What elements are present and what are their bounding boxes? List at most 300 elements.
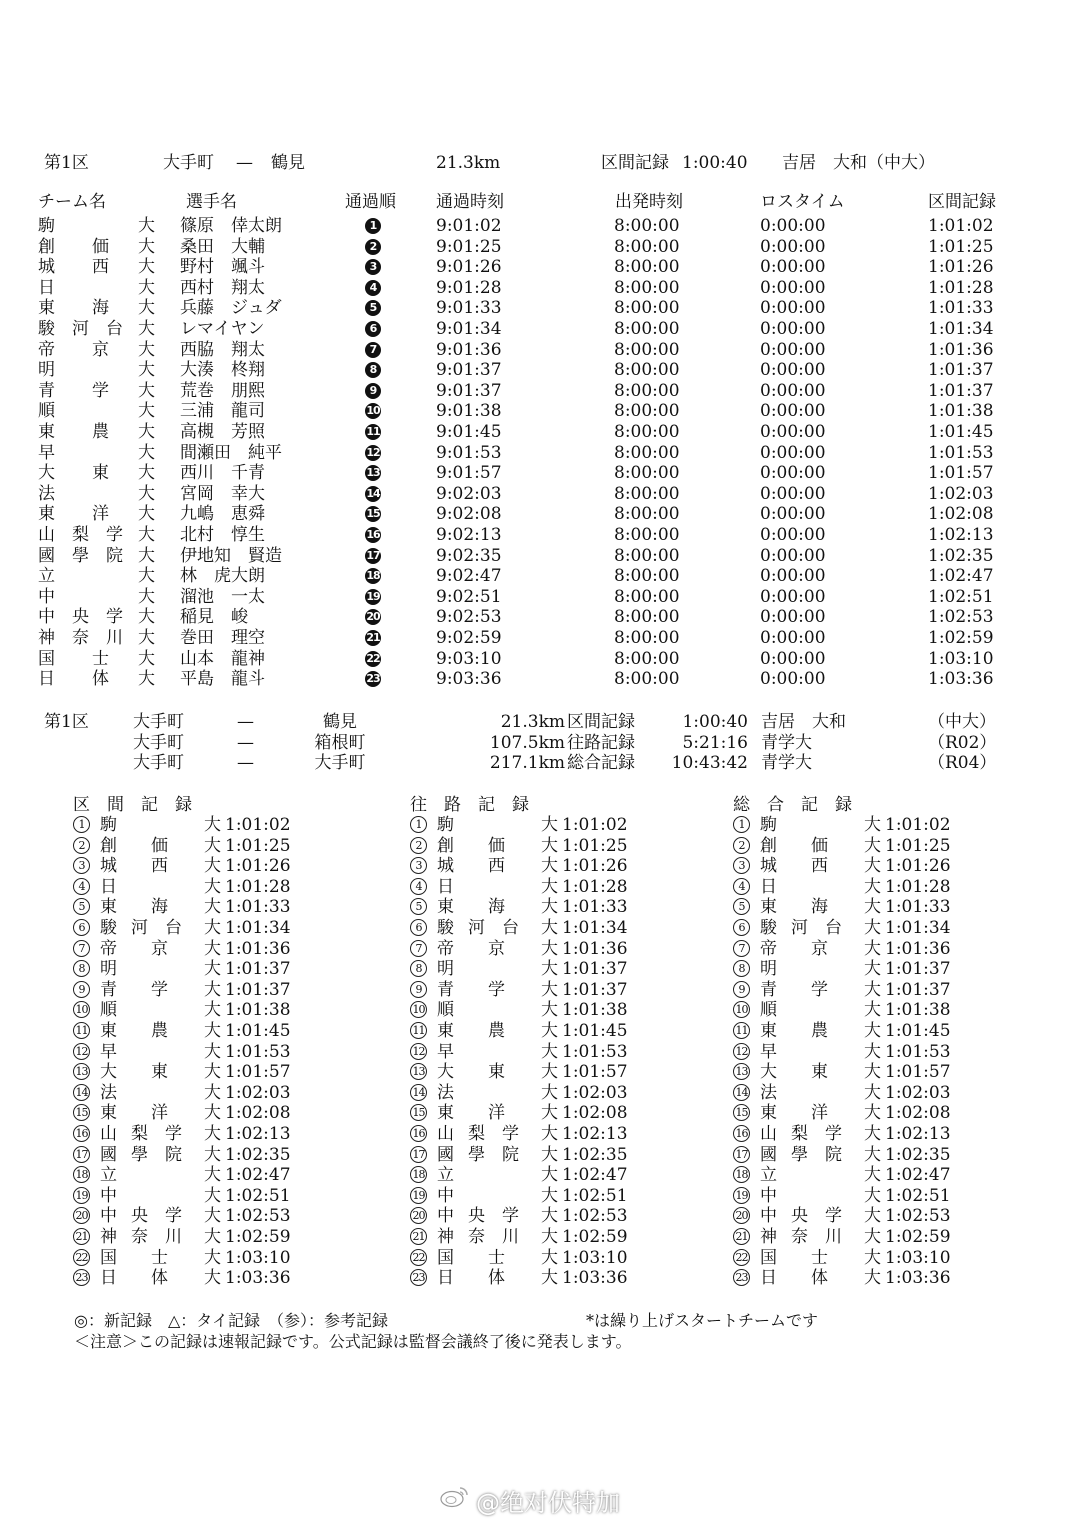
team-char-1: 日 [760,876,777,897]
rank-circle: 14 [410,1084,427,1101]
team-suffix: 大 [864,1185,881,1206]
ranking-row [410,1042,710,1063]
record-distance: 217.1km [489,753,565,774]
team-char-2: 京 [151,938,168,959]
section-number: 第1区 [44,153,89,173]
pass-time: 9:01:37 [436,360,502,381]
ranking-row [73,1165,373,1186]
rank-badge: 5 [365,300,381,316]
runner-name: 九嶋 恵舜 [180,504,265,525]
team-char-1: 立 [437,1165,454,1186]
team-suffix: 大 [204,1082,221,1103]
runner-name: 伊地知 賢造 [180,545,282,566]
section-record-time: 1:00:40 [682,153,748,173]
team-char-1: 駒 [760,815,777,835]
table-row [0,607,1080,628]
rank-circle: 12 [733,1043,750,1060]
ranking-time: 1:02:03 [225,1082,291,1103]
ranking-row [410,877,710,898]
rank-circle: 12 [410,1043,427,1060]
ranking-time: 1:03:36 [225,1268,291,1289]
loss-time: 0:00:00 [760,422,826,442]
split-time: 1:01:36 [928,339,994,360]
team-suffix: 大 [204,856,221,877]
team-char-2: 海 [488,897,505,918]
team-char-1: 早 [100,1041,117,1062]
loss-time: 0:00:00 [760,607,826,628]
team-char-1: 東 [100,897,117,918]
ranking-time: 1:02:08 [225,1103,291,1124]
split-time: 1:02:47 [928,566,994,587]
rank-circle: 13 [733,1063,750,1080]
record-to: 鶴見 [323,712,357,732]
pass-time: 9:01:53 [436,442,502,463]
record-note: （R04） [928,753,997,774]
loss-time: 0:00:00 [760,236,826,257]
team-char-2: 学 [488,979,505,1000]
team-suffix: 大 [864,1144,881,1165]
team-suffix: 大 [541,1144,558,1165]
team-char-2: 農 [811,1021,828,1041]
rank-circle: 8 [73,960,90,977]
team-suffix: 大 [204,1165,221,1186]
ranking-time: 1:01:57 [885,1062,951,1083]
loss-time: 0:00:00 [760,525,826,545]
team-char-1: 神 [100,1227,117,1247]
rank-circle: 9 [733,981,750,998]
table-row [0,401,1080,422]
team-char-2: 奈 川 [791,1227,842,1247]
table-row [0,237,1080,258]
ranking-time: 1:02:47 [562,1165,628,1186]
loss-time: 0:00:00 [760,648,826,669]
ranking-time: 1:01:26 [885,856,951,877]
team-char-1: 青 [100,979,117,1000]
team-char-1: 城 [38,257,55,278]
table-row [0,257,1080,278]
team-suffix: 大 [138,483,155,504]
pass-time: 9:01:37 [436,380,502,401]
start-time: 8:00:00 [614,442,680,463]
team-char-1: 中 [437,1185,454,1206]
team-char-1: 順 [760,1000,777,1021]
rank-circle: 23 [73,1269,90,1286]
team-char-2: 河 台 [131,918,182,938]
team-char-1: 中 [100,1206,117,1227]
team-char-1: 大 [100,1062,117,1083]
team-suffix: 大 [204,1041,221,1062]
team-suffix: 大 [204,918,221,938]
team-char-1: 東 [38,422,55,442]
team-char-1: 駿 [760,918,777,938]
ranking-time: 1:03:10 [885,1247,951,1268]
rank-circle: 13 [73,1063,90,1080]
rank-circle: 15 [73,1104,90,1121]
start-time: 8:00:00 [614,339,680,360]
team-char-1: 中 [38,607,55,628]
team-suffix: 大 [541,1000,558,1021]
team-char-2: 士 [488,1247,505,1268]
runner-name: 高槻 芳照 [180,422,265,442]
team-char-2: 価 [92,236,109,257]
start-time: 8:00:00 [614,504,680,525]
legend-symbols: ◎：新記録 △：タイ記録 （参）：参考記録 [74,1311,388,1330]
team-suffix: 大 [204,1206,221,1227]
pass-time: 9:01:25 [436,236,502,257]
team-suffix: 大 [864,938,881,959]
pass-time: 9:02:51 [436,586,502,607]
team-char-2: 農 [488,1021,505,1041]
record-to: 箱根町 [314,732,366,753]
rank-circle: 14 [733,1084,750,1101]
team-suffix: 大 [864,1268,881,1289]
ranking-time: 1:01:02 [885,815,951,835]
ranking-row [73,1145,373,1166]
runner-name: 北村 惇生 [180,525,265,545]
ranking-row [733,1124,1033,1145]
table-row [0,525,1080,546]
team-char-1: 創 [760,835,777,856]
rank-circle: 9 [410,981,427,998]
team-char-2: 士 [92,648,109,669]
team-char-2: 体 [488,1268,505,1289]
ranking-row [410,1062,710,1083]
team-char-2: 學 院 [791,1144,842,1165]
team-suffix: 大 [541,835,558,856]
ranking-time: 1:01:34 [562,918,628,938]
team-suffix: 大 [138,277,155,298]
ranking-row [410,959,710,980]
start-time: 8:00:00 [614,216,680,236]
loss-time: 0:00:00 [760,442,826,463]
ranking-time: 1:01:53 [225,1041,291,1062]
team-char-1: 立 [100,1165,117,1186]
team-char-1: 立 [760,1165,777,1186]
team-char-1: 中 [38,586,55,607]
team-suffix: 大 [541,876,558,897]
rank-circle: 4 [410,878,427,895]
rank-circle: 3 [733,857,750,874]
team-char-1: 大 [38,463,55,484]
team-char-2: 央 学 [468,1206,519,1227]
rank-circle: 15 [410,1104,427,1121]
ranking-row [410,1103,710,1124]
team-suffix: 大 [204,815,221,835]
team-char-2: 価 [811,835,828,856]
watermark-text: @绝对伏特加 [476,1489,620,1517]
rank-badge: 14 [366,486,380,500]
team-suffix: 大 [541,1021,558,1041]
rank-badge: 9 [365,383,381,399]
team-char-2: 洋 [151,1103,168,1124]
rank-badge: 13 [366,466,380,480]
col-header-pass-time: 通過時刻 [436,192,504,212]
rank-circle: 18 [733,1166,750,1183]
pass-time: 9:02:35 [436,545,502,566]
team-char-1: 山 [760,1124,777,1144]
record-to: 大手町 [314,753,366,774]
team-suffix: 大 [864,1227,881,1247]
loss-time: 0:00:00 [760,504,826,525]
ranking-row [410,815,710,836]
team-suffix: 大 [138,607,155,628]
ranking-row [73,1124,373,1145]
legend-notice: ＜注意＞この記録は速報記録です。公式記録は監督会議終了後に発表します。 [74,1332,632,1351]
ranking-row [733,815,1033,836]
ranking-time: 1:01:36 [562,938,628,959]
team-suffix: 大 [864,1124,881,1144]
table-row [0,628,1080,649]
record-distance: 107.5km [489,732,565,753]
team-suffix: 大 [138,586,155,607]
team-suffix: 大 [138,339,155,360]
team-suffix: 大 [864,1021,881,1041]
rank-circle: 18 [73,1166,90,1183]
ranking-row [73,1103,373,1124]
ranking-time: 1:01:25 [562,835,628,856]
rank-circle: 1 [73,816,90,833]
table-row [0,319,1080,340]
rank-circle: 6 [410,919,427,936]
team-suffix: 大 [541,959,558,980]
team-suffix: 大 [138,422,155,442]
rank-circle: 4 [733,878,750,895]
col-header-runner: 選手名 [186,192,237,212]
team-char-1: 中 [100,1185,117,1206]
record-line [0,733,1080,754]
team-char-1: 法 [100,1082,117,1103]
rank-circle: 19 [733,1187,750,1204]
team-char-1: 神 [38,628,55,648]
team-char-2: 央 学 [131,1206,182,1227]
team-suffix: 大 [138,319,155,339]
team-suffix: 大 [138,360,155,381]
ranking-row [410,1083,710,1104]
rank-circle: 8 [733,960,750,977]
team-suffix: 大 [138,463,155,484]
ranking-row [733,1206,1033,1227]
team-suffix: 大 [864,835,881,856]
team-char-1: 明 [437,959,454,980]
ranking-row [410,1165,710,1186]
team-suffix: 大 [138,566,155,587]
section-dash: — [236,153,253,173]
section-to: 鶴見 [271,153,305,173]
team-char-2: 農 [151,1021,168,1041]
start-time: 8:00:00 [614,648,680,669]
team-char-1: 青 [38,380,55,401]
split-time: 1:01:45 [928,422,994,442]
pass-time: 9:01:02 [436,216,502,236]
ranking-time: 1:01:28 [225,876,291,897]
rank-circle: 13 [410,1063,427,1080]
team-suffix: 大 [138,545,155,566]
ranking-time: 1:02:51 [225,1185,291,1206]
pass-time: 9:01:26 [436,257,502,278]
rank-circle: 22 [733,1249,750,1266]
ranking-time: 1:01:34 [885,918,951,938]
team-suffix: 大 [864,1247,881,1268]
ranking-time: 1:02:47 [225,1165,291,1186]
runner-name: 間瀬田 純平 [180,442,282,463]
team-suffix: 大 [541,1103,558,1124]
rank-circle: 2 [73,837,90,854]
ranking-row [410,1227,710,1248]
team-char-2: 東 [488,1062,505,1083]
team-suffix: 大 [138,628,155,648]
ranking-row [410,1021,710,1042]
team-char-1: 東 [760,897,777,918]
rank-circle: 11 [733,1022,750,1039]
ranking-row [410,980,710,1001]
team-suffix: 大 [541,897,558,918]
ranking-time: 1:02:51 [562,1185,628,1206]
team-char-1: 國 [760,1144,777,1165]
ranking-row [733,877,1033,898]
team-char-1: 東 [100,1103,117,1124]
record-dash: — [237,732,254,753]
ranking-time: 1:02:08 [885,1103,951,1124]
section-record-holder: 吉居 大和（中大） [782,153,935,173]
split-time: 1:02:08 [928,504,994,525]
rank-circle: 17 [410,1146,427,1163]
record-time: 1:00:40 [682,712,748,732]
pass-time: 9:02:53 [436,607,502,628]
team-char-1: 東 [437,1103,454,1124]
pass-time: 9:01:38 [436,401,502,422]
runner-name: 西村 翔太 [180,277,265,298]
split-time: 1:01:26 [928,257,994,278]
team-char-2: 西 [92,257,109,278]
loss-time: 0:00:00 [760,545,826,566]
ranking-row [733,1165,1033,1186]
team-suffix: 大 [138,648,155,669]
ranking-row [733,918,1033,939]
team-char-1: 東 [760,1021,777,1041]
ranking-time: 1:01:45 [885,1021,951,1041]
team-char-2: 洋 [811,1103,828,1124]
team-char-1: 中 [437,1206,454,1227]
runner-name: 三浦 龍司 [180,401,265,422]
col-header-team: チーム名 [38,192,106,212]
rank-badge: 19 [366,589,380,603]
record-from: 大手町 [133,753,184,774]
team-char-2: 体 [151,1268,168,1289]
ranking-row [733,1186,1033,1207]
pass-time: 9:01:34 [436,319,502,339]
rank-circle: 9 [73,981,90,998]
ranking-row [73,877,373,898]
team-suffix: 大 [204,1021,221,1041]
ranking-row [733,1042,1033,1063]
start-time: 8:00:00 [614,669,680,690]
team-char-2: 奈 川 [468,1227,519,1247]
record-type: 総合記録 [567,753,635,774]
team-char-1: 帝 [38,339,55,360]
team-suffix: 大 [541,1185,558,1206]
table-row [0,484,1080,505]
team-char-2: 海 [92,298,109,319]
rank-circle: 5 [73,898,90,915]
runner-name: 平島 龍斗 [180,669,265,690]
runner-name: 篠原 倖太朗 [180,216,282,236]
ranking-time: 1:01:25 [225,835,291,856]
rank-circle: 14 [73,1084,90,1101]
runner-name: 桑田 大輔 [180,236,265,257]
pass-time: 9:01:36 [436,339,502,360]
team-suffix: 大 [204,1144,221,1165]
ranking-time: 1:01:25 [885,835,951,856]
start-time: 8:00:00 [614,277,680,298]
team-suffix: 大 [204,1103,221,1124]
record-from: 大手町 [133,732,184,753]
team-char-1: 青 [760,979,777,1000]
ranking-row [733,1083,1033,1104]
pass-time: 9:03:10 [436,648,502,669]
ranking-time: 1:01:53 [562,1041,628,1062]
runner-name: 溜池 一太 [180,586,265,607]
record-line [0,753,1080,774]
rank-circle: 6 [73,919,90,936]
loss-time: 0:00:00 [760,586,826,607]
ranking-row [73,918,373,939]
ranking-row [410,897,710,918]
ranking-row [73,836,373,857]
team-suffix: 大 [864,979,881,1000]
record-holder: 青学大 [761,732,812,753]
ranking-row [73,1248,373,1269]
rank-circle: 20 [73,1207,90,1224]
ranking-row [733,980,1033,1001]
team-suffix: 大 [204,959,221,980]
rank-badge: 20 [366,610,380,624]
rank-circle: 7 [410,940,427,957]
team-char-1: 駒 [100,815,117,835]
ranking-row [410,836,710,857]
team-suffix: 大 [864,856,881,877]
team-char-2: 奈 川 [72,628,123,648]
rank-badge: 11 [366,425,380,438]
ranking-row [733,1145,1033,1166]
runner-name: 西脇 翔太 [180,339,265,360]
pass-time: 9:01:57 [436,463,502,484]
team-char-1: 東 [100,1021,117,1041]
team-char-1: 明 [760,959,777,980]
team-char-2: 海 [151,897,168,918]
ranking-row [73,980,373,1001]
team-char-1: 國 [100,1144,117,1165]
rank-circle: 3 [410,857,427,874]
runner-name: 林 虎大朗 [180,566,265,587]
runner-name: 野村 颯斗 [180,257,265,278]
team-char-1: 大 [437,1062,454,1083]
team-suffix: 大 [864,1082,881,1103]
rank-circle: 17 [733,1146,750,1163]
ranking-time: 1:02:59 [885,1227,951,1247]
ranking-time: 1:01:38 [562,1000,628,1021]
team-char-1: 日 [437,1268,454,1289]
ranking-row [733,939,1033,960]
ranking-time: 1:01:37 [885,979,951,1000]
team-char-2: 京 [488,938,505,959]
team-char-1: 明 [100,959,117,980]
runner-name: 兵藤 ジュダ [180,298,282,319]
ranking-row [733,897,1033,918]
ranking-row [73,1186,373,1207]
team-char-1: 城 [760,856,777,877]
team-char-2: 梨 学 [131,1124,182,1144]
split-time: 1:01:33 [928,298,994,319]
